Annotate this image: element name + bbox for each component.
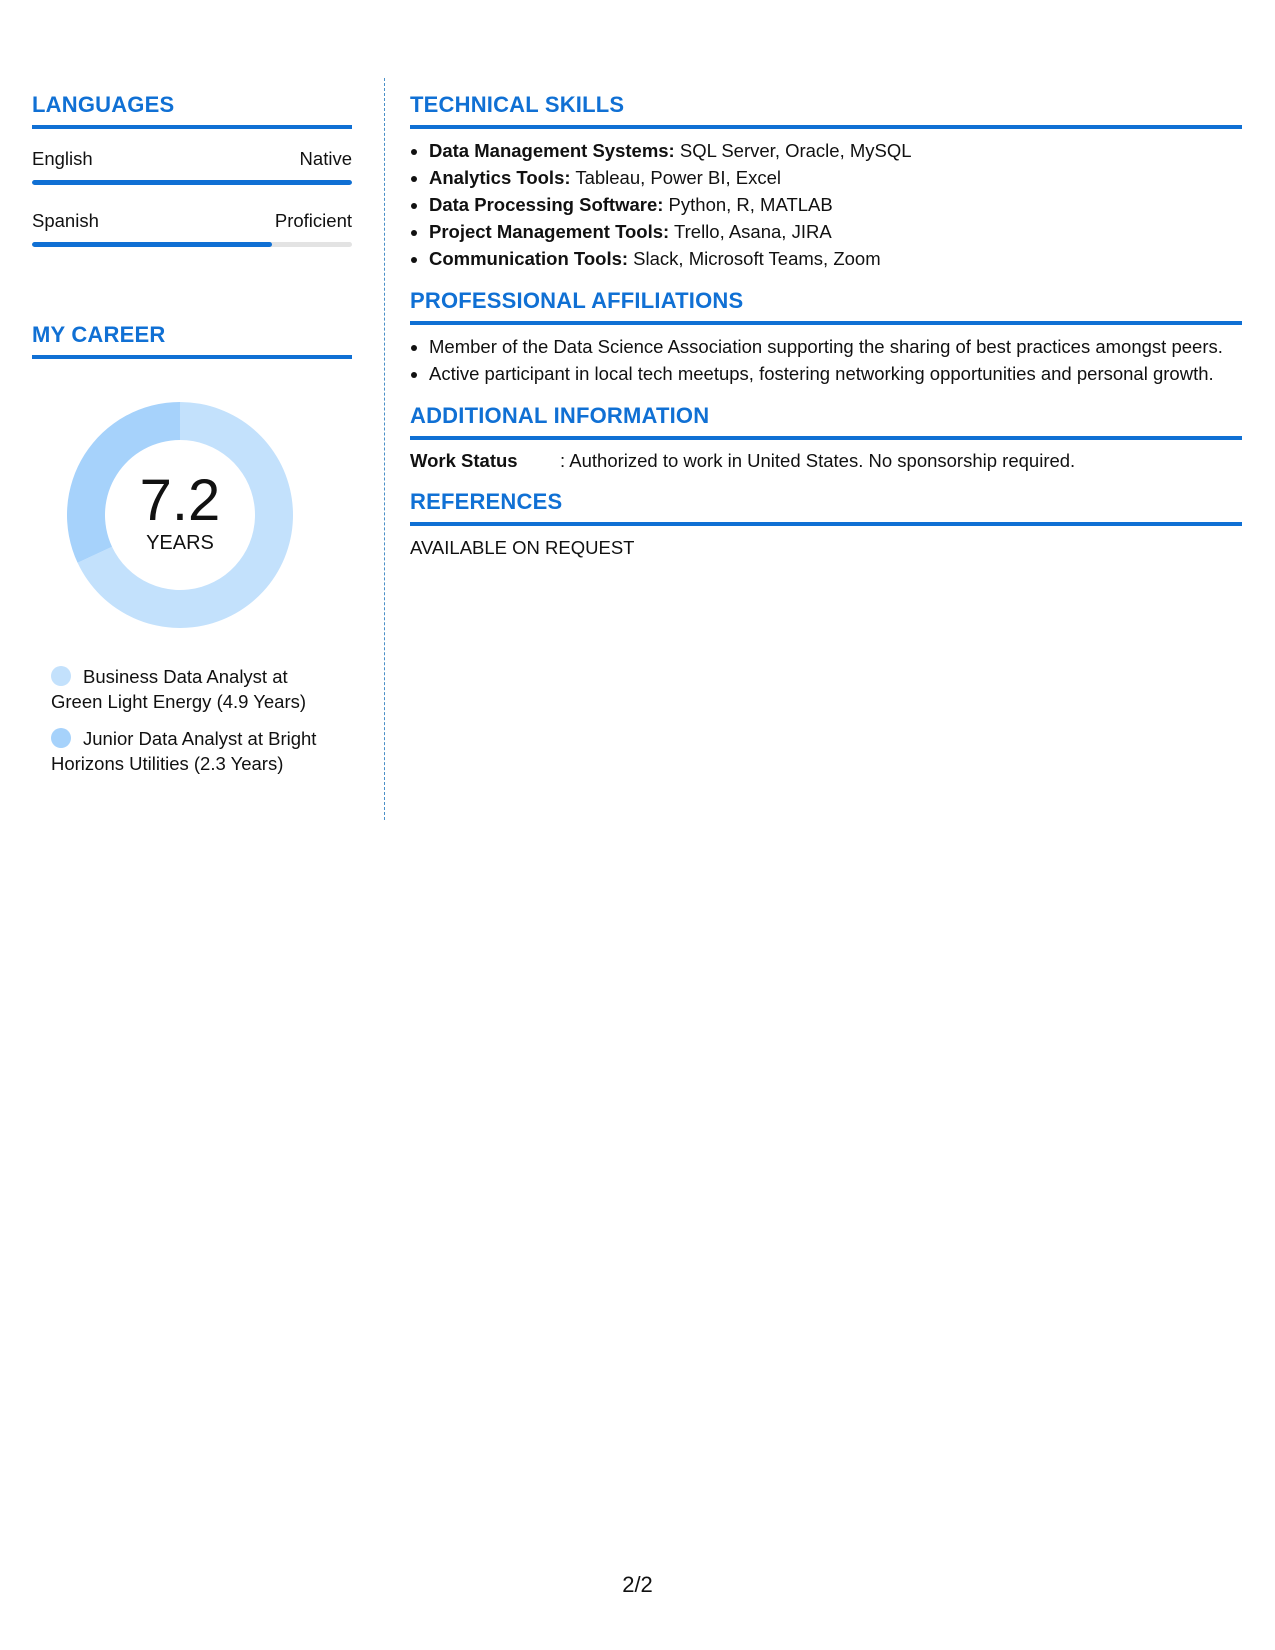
left-column [32, 90, 352, 788]
languages-section [32, 90, 352, 247]
legend-label: Junior Data Analyst at Bright Horizons Utilities (2.3 Years) [51, 728, 317, 774]
affiliations-title: PROFESSIONAL AFFILIATIONS [410, 286, 1242, 325]
list-item [429, 164, 1242, 191]
affiliations-list [410, 333, 1242, 387]
legend-dot [51, 666, 71, 686]
references-title: REFERENCES [410, 487, 1242, 526]
skill-label: Project Management Tools: [429, 221, 670, 242]
right-column [410, 90, 1242, 560]
column-divider [384, 78, 385, 820]
career-legend [51, 664, 341, 776]
legend-item [51, 664, 341, 714]
skill-label: Data Management Systems: [429, 140, 675, 161]
career-donut-chart [67, 402, 293, 628]
language-level: Native [299, 148, 352, 169]
list-item: • Member of the Data Science Association supporting the sharing of best practices amongst peers. [429, 333, 1242, 360]
languages-title: LANGUAGES [32, 90, 352, 129]
additional-info-section [410, 401, 1242, 473]
skill-label: Analytics Tools: [429, 167, 571, 188]
language-proficiency-bar [32, 242, 352, 247]
additional-info-title: ADDITIONAL INFORMATION [410, 401, 1242, 440]
language-name: Spanish [32, 210, 99, 231]
language-row [32, 147, 352, 171]
technical-skills-title: TECHNICAL SKILLS [410, 90, 1242, 129]
career-title: MY CAREER [32, 320, 352, 359]
list-item [429, 245, 1242, 272]
work-status-label: Work Status [410, 450, 518, 471]
skill-value: SQL Server, Oracle, MySQL [674, 140, 912, 161]
skill-label: Data Processing Software: [429, 194, 664, 215]
work-status-row [410, 448, 1242, 473]
technical-skills-list [410, 137, 1242, 272]
language-name: English [32, 148, 93, 169]
skill-value: Tableau, Power BI, Excel [570, 167, 781, 188]
legend-label: Business Data Analyst at Green Light Energy (4.9 Years) [51, 666, 307, 712]
career-total-years: 7.2 [139, 468, 221, 533]
language-row [32, 209, 352, 233]
legend-item [51, 726, 341, 776]
career-section [32, 320, 352, 776]
skill-value: Trello, Asana, JIRA [669, 221, 832, 242]
skill-value: Python, R, MATLAB [663, 194, 833, 215]
list-item [429, 191, 1242, 218]
language-proficiency-bar [32, 180, 352, 185]
page-number: 2/2 [622, 1572, 653, 1597]
language-proficiency-fill [32, 180, 352, 185]
list-item: • Active participant in local tech meetups, fostering networking opportunities and personal growth. [429, 360, 1242, 387]
legend-dot [51, 728, 71, 748]
skill-value: Slack, Microsoft Teams, Zoom [628, 248, 881, 269]
career-total-unit: YEARS [146, 532, 214, 554]
list-item [429, 218, 1242, 245]
language-level: Proficient [274, 210, 352, 231]
work-status-value: : Authorized to work in United States. No sponsorship required. [560, 450, 1076, 471]
list-item [429, 137, 1242, 164]
language-item-english [32, 147, 352, 185]
references-section [410, 487, 1242, 560]
skill-label: Communication Tools: [429, 248, 629, 269]
technical-skills-section [410, 90, 1242, 272]
references-text: AVAILABLE ON REQUEST [410, 537, 635, 558]
language-proficiency-fill [32, 242, 272, 247]
affiliations-section [410, 286, 1242, 387]
donut-center [67, 402, 293, 628]
language-item-spanish [32, 209, 352, 247]
